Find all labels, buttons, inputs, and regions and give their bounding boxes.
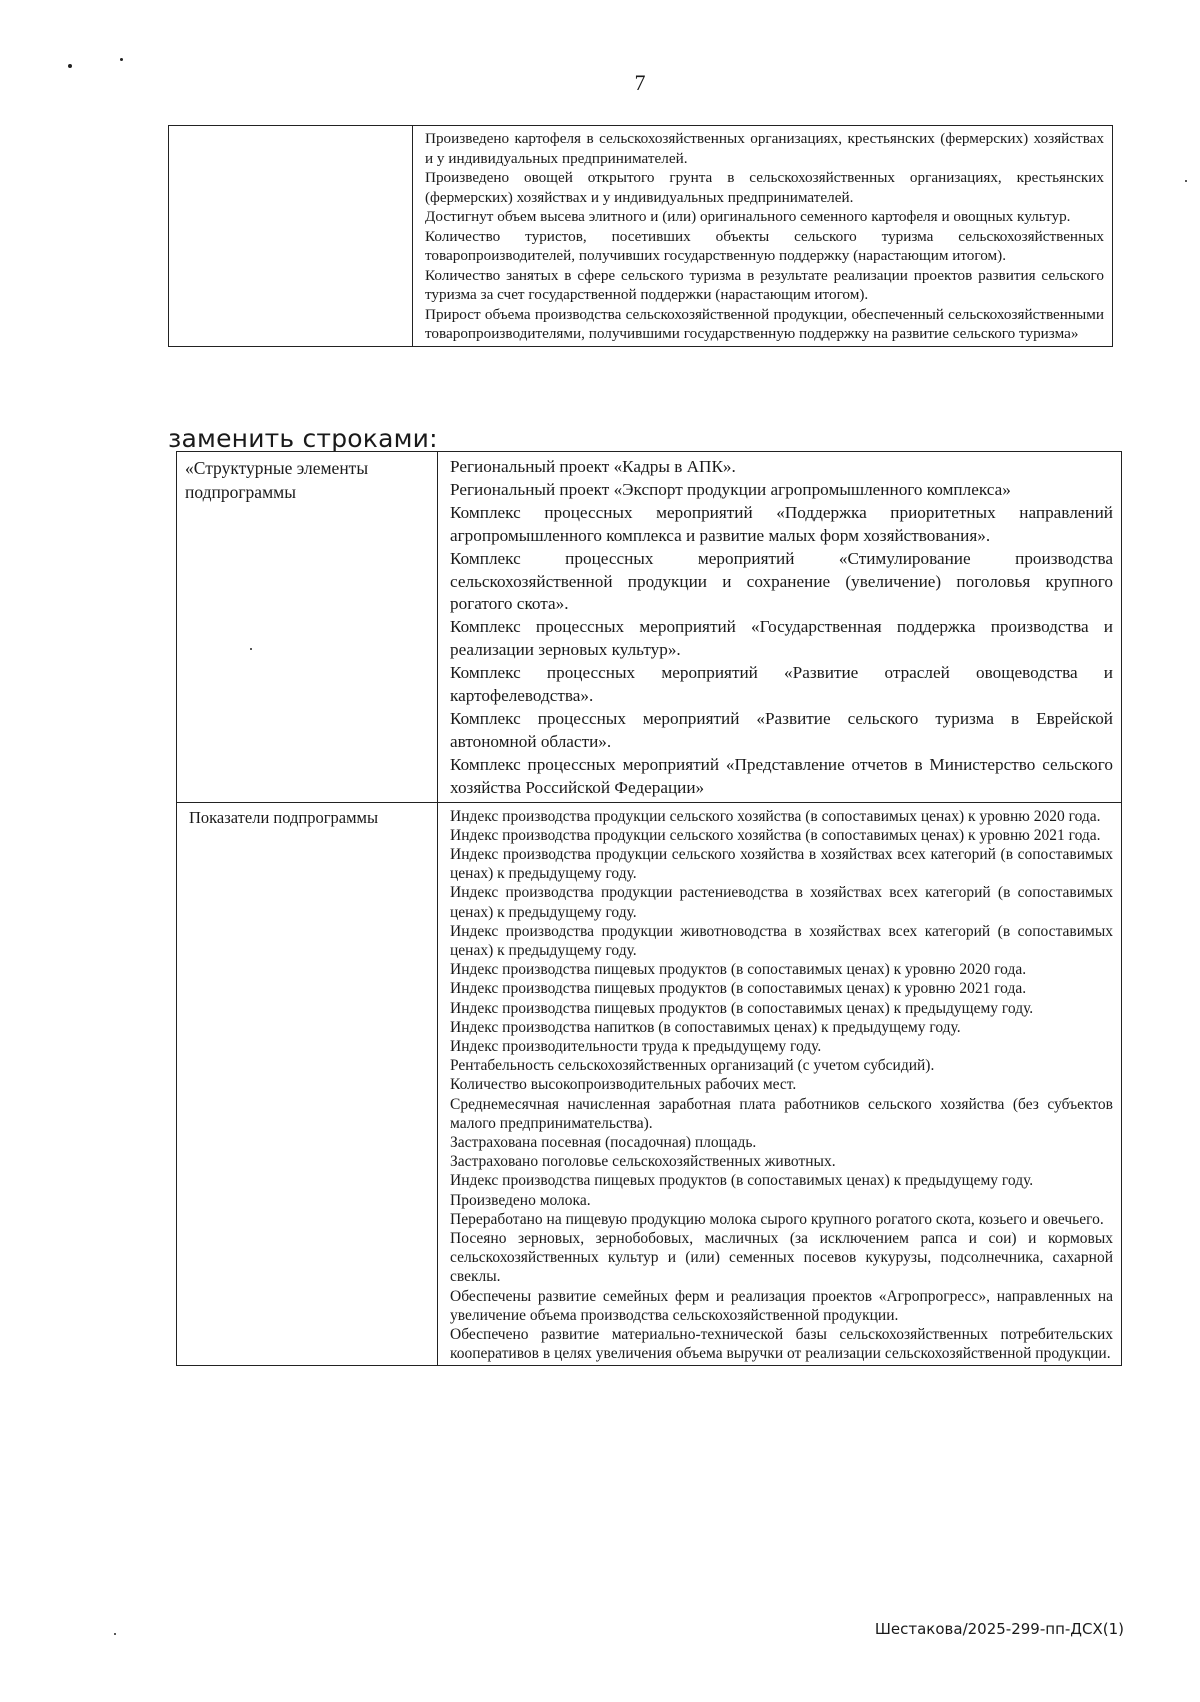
list-item: Индекс производства пищевых продуктов (в сопоставимых ценах) к предыдущему году. (450, 1172, 1034, 1190)
replacement-table (176, 451, 1122, 1366)
list-item: Переработано на пищевую продукцию молока сырого крупного рогатого скота, козьего и овечьего. (450, 1210, 1104, 1228)
structure-label-cell (177, 452, 438, 803)
list-item: Индекс производства продукции растениеводства в хозяйствах всех категорий (в сопоставимых ценах) к предыдущему году. (450, 884, 1113, 921)
list-item: Индекс производства продукции сельского хозяйства (в сопоставимых ценах) к уровню 2021 года. (450, 826, 1101, 844)
indicators-label: Показатели подпрограммы (189, 807, 379, 827)
table-row (169, 126, 1113, 347)
list-item: Комплекс процессных мероприятий «Стимулирование производства сельскохозяйственной продукции и сохранение (увеличение) поголовья крупного рогатого скота». (450, 548, 1113, 614)
list-item: Количество занятых в сфере сельского туризма в результате реализации проектов развития сельского туризма за счет государственной поддержки (нарастающим итогом). (425, 266, 1104, 303)
table-row (177, 802, 1122, 1366)
scan-speck (114, 1633, 116, 1635)
list-item: Комплекс процессных мероприятий «Развитие сельского туризма в Еврейской автономной области». (450, 708, 1113, 751)
list-item: Региональный проект «Кадры в АПК». (450, 457, 736, 476)
scan-speck (1185, 180, 1187, 182)
list-item: Комплекс процессных мероприятий «Поддержка приоритетных направлений агропромышленного комплекса и развитие малых форм хозяйствования». (450, 502, 1113, 545)
content-cell (413, 126, 1113, 347)
continued-table (168, 125, 1113, 347)
list-item: Произведено овощей открытого грунта в сельскохозяйственных организациях, крестьянских (фермерских) хозяйствах и у индивидуальных предпринимателей. (425, 169, 1104, 206)
structure-label: «Структурные элементы подпрограммы (185, 458, 369, 502)
list-item: Рентабельность сельскохозяйственных организаций (с учетом субсидий). (450, 1057, 935, 1075)
list-item: Индекс производства пищевых продуктов (в сопоставимых ценах) к уровню 2020 года. (450, 961, 1027, 979)
list-item: Застрахована посевная (посадочная) площадь. (450, 1134, 757, 1152)
list-item: Индекс производительности труда к предыдущему году. (450, 1038, 822, 1056)
list-item: Индекс производства продукции животноводства в хозяйствах всех категорий (в сопоставимых ценах) к предыдущему году. (450, 922, 1113, 960)
list-item: Индекс производства продукции сельского хозяйства (в сопоставимых ценах) к уровню 2020 года. (450, 807, 1101, 825)
list-item: Индекс производства пищевых продуктов (в сопоставимых ценах) к уровню 2021 года. (450, 980, 1027, 998)
list-item: Обеспечены развитие семейных ферм и реализация проектов «Агропрогресс», направленных на увеличение объема производства сельскохозяйственной продукции. (450, 1287, 1113, 1324)
list-item: Прирост объема производства сельскохозяйственной продукции, обеспеченный сельскохозяйственными товаропроизводителями, получившими государственную поддержку на развитие сельского туризма» (425, 305, 1104, 342)
list-item: Комплекс процессных мероприятий «Государственная поддержка производства и реализации зерновых культур». (450, 617, 1113, 660)
table-row (177, 452, 1122, 803)
scan-speck (68, 64, 72, 68)
document-reference: Шестакова/2025-299-пп-ДСХ(1) (874, 1620, 1124, 1638)
list-item: Региональный проект «Экспорт продукции агропромышленного комплекса» (450, 479, 1011, 499)
list-item: Индекс производства пищевых продуктов (в сопоставимых ценах) к предыдущему году. (450, 999, 1034, 1017)
list-item: Индекс производства напитков (в сопоставимых ценах) к предыдущему году. (450, 1018, 961, 1036)
list-item: Комплекс процессных мероприятий «Представление отчетов в Министерство сельского хозяйства Российской Федерации» (450, 754, 1113, 797)
list-item: Комплекс процессных мероприятий «Развитие отраслей овощеводства и картофелеводства». (450, 663, 1113, 706)
list-item: Посеяно зерновых, зернобобовых, масличных (за исключением рапса и сои) и кормовых сельскохозяйственных культур и (или) семенных посевов кукурузы, подсолнечника, сахарной свеклы. (450, 1230, 1113, 1286)
list-item: Обеспечено развитие материально-технической базы сельскохозяйственных потребительских кооперативов в целях увеличения объема выручки от реализации сельскохозяйственной продукции. (450, 1326, 1113, 1363)
list-item: Произведено картофеля в сельскохозяйственных организациях, крестьянских (фермерских) хозяйствах и у индивидуальных предпринимателей. (425, 130, 1104, 167)
structure-items-cell (438, 452, 1122, 803)
list-item: Количество высокопроизводительных рабочих мест. (450, 1076, 797, 1094)
page-number: 7 (634, 70, 646, 95)
indicators-label-cell (177, 802, 438, 1366)
list-item: Произведено молока. (450, 1191, 591, 1209)
list-item: Индекс производства продукции сельского хозяйства в хозяйствах всех категорий (в сопоставимых ценах) к предыдущему году. (450, 846, 1113, 883)
replace-heading: заменить строками: (168, 424, 438, 453)
list-item: Среднемесячная начисленная заработная плата работников сельского хозяйства (без субъектов малого предпринимательства). (450, 1095, 1113, 1132)
indicators-items-cell (438, 802, 1122, 1366)
list-item: Достигнут объем высева элитного и (или) оригинального семенного картофеля и овощных культур. (425, 208, 1071, 225)
list-item: Застраховано поголовье сельскохозяйственных животных. (450, 1153, 836, 1171)
scan-speck (120, 58, 123, 61)
empty-label-cell (169, 126, 413, 347)
list-item: Количество туристов, посетивших объекты сельского туризма сельскохозяйственных товаропроизводителей, получивших государственную поддержку (нарастающим итогом). (425, 227, 1104, 264)
